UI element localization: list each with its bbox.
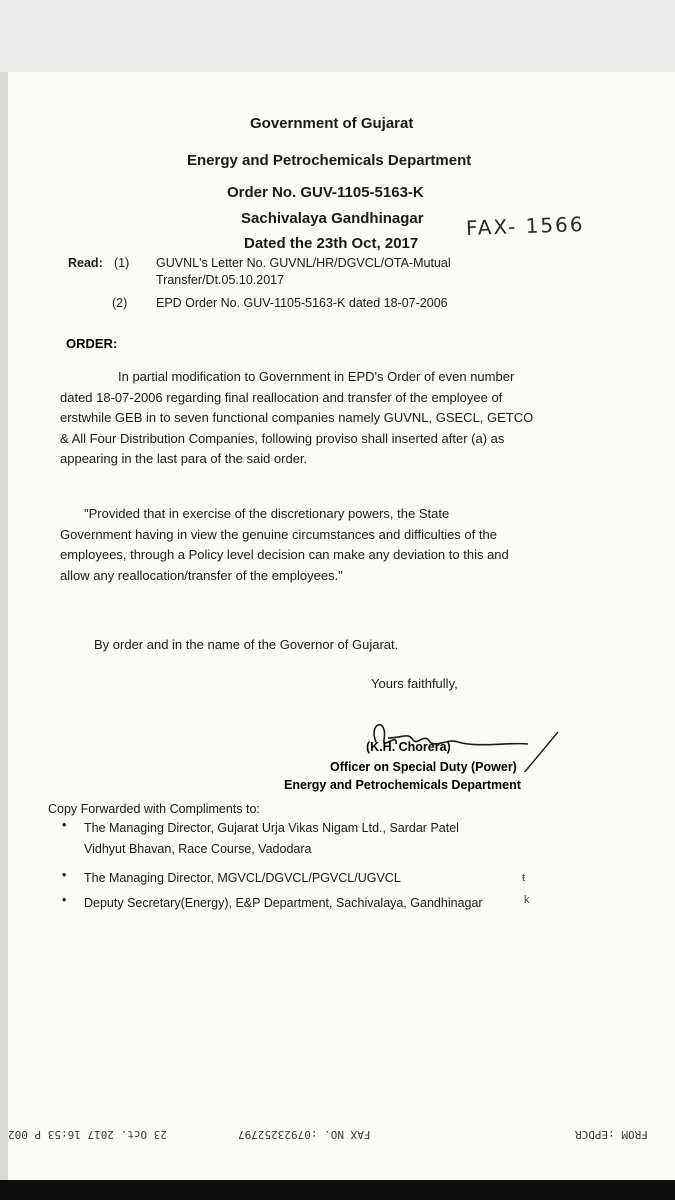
read-item-2-line1: EPD Order No. GUV-1105-5163-K dated 18-07-2006 [156, 296, 448, 310]
order-paragraph-2-proviso [60, 504, 509, 586]
cc-3-line1: Deputy Secretary(Energy), E&P Department, Sachivalaya, Gandhinagar [84, 896, 483, 910]
handwritten-fax-note: FAX- 1566 [465, 211, 585, 241]
para2-line: Government having in view the genuine circumstances and difficulties of the [60, 526, 497, 542]
order-label: ORDER: [66, 336, 118, 351]
copy-forwarded-heading: Copy Forwarded with Compliments to: [48, 802, 260, 816]
fax-transmission-footer [0, 1128, 675, 1148]
cc-2-line1: The Managing Director, MGVCL/DGVCL/PGVCL/UGVCL [84, 871, 401, 885]
scan-top-strip [0, 0, 675, 72]
para1-line: erstwhile GEB in to seven functional companies namely GUVNL, GSECL, GETCO [60, 410, 534, 425]
yours-faithfully: Yours faithfully, [371, 676, 458, 691]
by-order-line: By order and in the name of the Governor of Gujarat. [94, 637, 399, 652]
header-government: Government of Gujarat [250, 115, 414, 132]
fax-footer-from: FROM :EPDCR [575, 1128, 648, 1141]
signatory-title-2: Energy and Petrochemicals Department [284, 778, 521, 792]
read-item-1-line2: Transfer/Dt.05.10.2017 [156, 273, 285, 287]
bullet-icon: • [62, 868, 67, 882]
bullet-icon: • [62, 818, 67, 832]
para1-line: & All Four Distribution Companies, following proviso shall inserted after (a) as [60, 430, 505, 446]
para1-line: In partial modification to Government in EPD's Order of even number [118, 369, 515, 384]
para2-line: "Provided that in exercise of the discretionary powers, the State [84, 506, 450, 521]
order-paragraph-1 [60, 367, 533, 470]
document-page [0, 72, 675, 1180]
fax-footer-datetime: 23 Oct. 2017 16:53 P 002 [8, 1128, 167, 1141]
header-department: Energy and Petrochemicals Department [187, 152, 472, 169]
header-place: Sachivalaya Gandhinagar [241, 210, 424, 227]
header-order-number: Order No. GUV-1105-5163-K [227, 184, 424, 201]
bullet-icon: • [62, 893, 67, 907]
read-item-1-line1: GUVNL's Letter No. GUVNL/HR/DGVCL/OTA-Mutual [156, 256, 451, 270]
para2-line: allow any reallocation/transfer of the employees." [60, 567, 343, 583]
pen-mark: ŧ [522, 872, 526, 884]
signatory-title-1: Officer on Special Duty (Power) [330, 760, 517, 774]
fax-footer-number: FAX NO. :07923252797 [238, 1128, 371, 1141]
para2-line: employees, through a Policy level decision can make any deviation to this and [60, 547, 509, 562]
cc-1-line2: Vidhyut Bhavan, Race Course, Vadodara [84, 842, 312, 856]
cc-1-line1: The Managing Director, Gujarat Urja Vikas Nigam Ltd., Sardar Patel [84, 821, 459, 835]
read-label: Read: [68, 256, 103, 270]
header-date: Dated the 23th Oct, 2017 [244, 235, 419, 252]
para1-line: dated 18-07-2006 regarding final reallocation and transfer of the employee of [60, 389, 503, 405]
pen-mark: k [524, 894, 530, 906]
para1-line: appearing in the last para of the said order. [60, 451, 308, 466]
read-item-1-number: (1) [114, 256, 130, 270]
read-item-2-number: (2) [112, 296, 128, 310]
signatory-name: (K.H. Chorera) [366, 740, 451, 754]
